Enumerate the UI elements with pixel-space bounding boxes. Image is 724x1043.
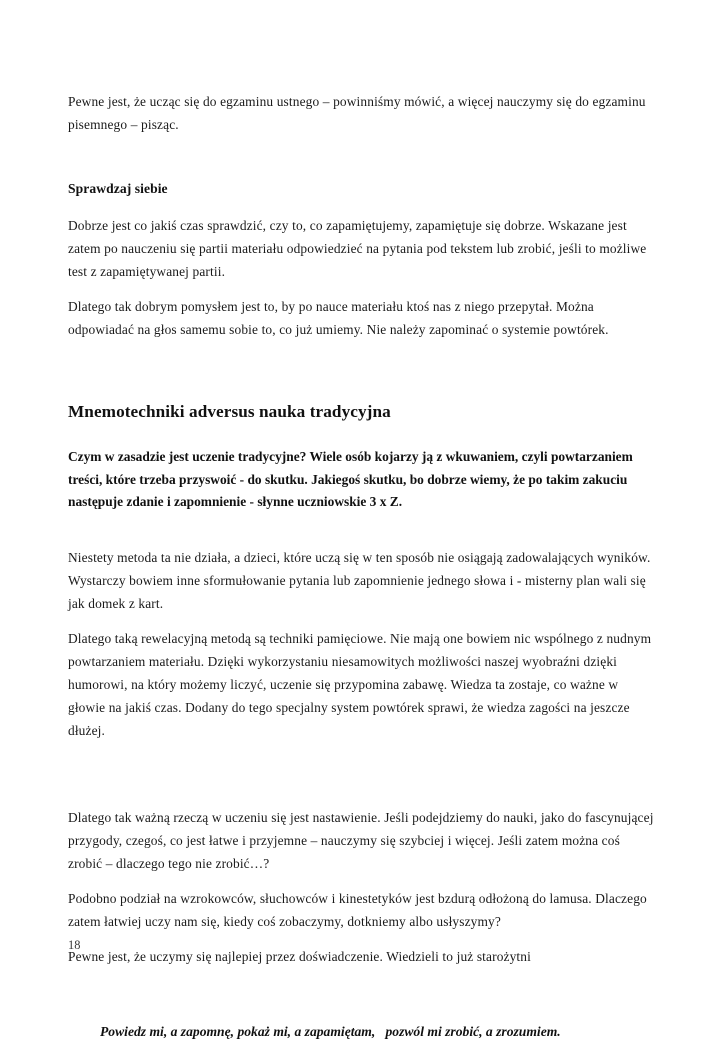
spacer — [68, 148, 656, 178]
paragraph-method-fails: Niestety metoda ta nie działa, a dzieci, które uczą się w ten sposób nie osiągają zadowalających wyników. Wystarczy bowiem inne sformułowanie pytania lub zapomnienie jednego słowa i - misterny plan wali się jak domek z kart. — [68, 549, 651, 611]
spacer — [68, 353, 656, 399]
paragraph-attitude: Dlatego tak ważną rzeczą w uczeniu się jest nastawienie. Jeśli podejdziemy do nauki, jako do fascynującej przygody, czegoś, co jest łatwe i przyjemne – nauczymy się szybciej i więcej. Jeśli zatem można coś zrobić – dlaczego tego nie zrobić…? — [68, 809, 654, 871]
spacer — [68, 754, 656, 806]
intro-paragraph: Pewne jest, że ucząc się do egzaminu ustnego – powinniśmy mówić, a więcej nauczymy się do egzaminu pisemnego – pisząc. — [68, 94, 646, 132]
section-heading-mnemotechniki: Mnemotechniki adversus nauka tradycyjna — [68, 402, 391, 421]
spacer — [68, 425, 656, 446]
spacer — [68, 200, 656, 214]
paragraph-experience: Pewne jest, że uczymy się najlepiej przez doświadczenie. Wiedzieli to już starożytni — [68, 948, 531, 964]
closing-quote: Powiedz mi, a zapomnę, pokaż mi, a zapamiętam, pozwól mi zrobić, a zrozumiem. — [100, 1023, 561, 1039]
paragraph-check-yourself-2: Dlatego tak dobrym pomysłem jest to, by po nauce materiału ktoś nas z niego przepytał. Można odpowiadać na głos samemu sobie to, co już umiemy. Nie należy zapominać o systemie powtórek. — [68, 299, 609, 337]
spacer — [68, 980, 656, 1020]
page-content — [68, 90, 656, 1043]
subheading-sprawdzaj-siebie: Sprawdzaj siebie — [68, 181, 168, 196]
paragraph-learning-styles: Podobno podział na wzrokowców, słuchowców i kinestetyków jest bzdurą odłożoną do lamusa. Dlaczego zatem łatwiej uczy nam się, kiedy coś zobaczymy, dotkniemy albo usłyszymy? — [68, 890, 647, 929]
page-number: 18 — [68, 938, 81, 952]
bold-paragraph-traditional-learning: Czym w zasadzie jest uczenie tradycyjne? Wiele osób kojarzy ją z wkuwaniem, czyli powtarzaniem treści, które trzeba przyswoić - do skutku. Jakiegoś skutku, bo dobrze wiemy, że po takim zakuciu następuje zdanie i zapomnienie - słynne uczniowskie 3 x Z. — [68, 449, 633, 509]
spacer — [68, 514, 656, 546]
paragraph-memory-techniques: Dlatego taką rewelacyjną metodą są techniki pamięciowe. Nie mają one bowiem nic wspólnego z nudnym powtarzaniem materiału. Dzięki wykorzystaniu niesamowitych możliwości naszej wyobraźni dzięki humorowi, na który możemy liczyć, uczenie się przypomina zabawę. Wiedza ta zostaje, co ważne w głowie na jakiś czas. Dodany do tego specjalny system powtórek sprawi, że wiedza zagości na jeszcze dłużej. — [68, 630, 652, 738]
paragraph-check-yourself-1: Dobrze jest co jakiś czas sprawdzić, czy to, co zapamiętujemy, zapamiętuje się dobrze. Wskazane jest zatem po nauczeniu się partii materiału odpowiedzieć na pytania pod tekstem lub zrobić, jeśli to możliwe test z zapamiętywanej partii. — [68, 218, 647, 279]
